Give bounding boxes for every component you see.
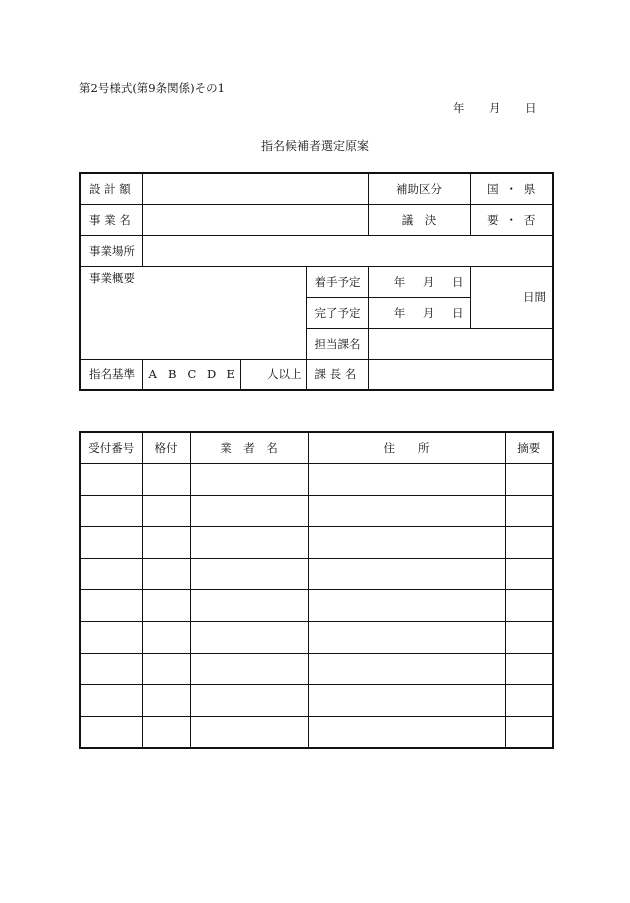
cell[interactable] xyxy=(142,622,190,654)
day-unit: 日 xyxy=(452,274,464,289)
cell[interactable] xyxy=(190,527,308,559)
start-scheduled-label: 着手予定 xyxy=(306,266,368,297)
table-row xyxy=(80,653,553,685)
year-unit: 年 xyxy=(393,305,406,320)
cell[interactable] xyxy=(142,685,190,717)
cell[interactable] xyxy=(190,622,308,654)
cell[interactable] xyxy=(80,653,142,685)
cell[interactable] xyxy=(308,527,505,559)
date-month: 月 xyxy=(489,101,501,115)
cell[interactable] xyxy=(142,716,190,748)
cell[interactable] xyxy=(308,464,505,496)
separator-dot: ・ xyxy=(505,212,518,227)
cell[interactable] xyxy=(308,716,505,748)
nomination-form-table xyxy=(79,172,554,391)
subsidy-national: 国 xyxy=(487,181,499,196)
cell[interactable] xyxy=(505,716,553,748)
cell[interactable] xyxy=(505,622,553,654)
cell[interactable] xyxy=(80,716,142,748)
cell[interactable] xyxy=(142,464,190,496)
duration-field[interactable] xyxy=(470,266,553,328)
form-number: 第2号様式(第9条関係)その1 xyxy=(79,81,225,95)
cell[interactable] xyxy=(505,464,553,496)
cell[interactable] xyxy=(308,653,505,685)
cell[interactable] xyxy=(308,558,505,590)
table-row xyxy=(80,495,553,527)
cell[interactable] xyxy=(142,495,190,527)
header-reception-number: 受付番号 xyxy=(80,432,142,464)
separator-dot: ・ xyxy=(505,181,518,196)
cell[interactable] xyxy=(190,685,308,717)
cell[interactable] xyxy=(80,558,142,590)
design-amount-field[interactable] xyxy=(142,173,368,204)
cell[interactable] xyxy=(505,590,553,622)
section-chief-field[interactable] xyxy=(368,359,553,390)
cell[interactable] xyxy=(80,464,142,496)
header-contractor-name: 業 者 名 xyxy=(190,432,308,464)
cell[interactable] xyxy=(80,495,142,527)
department-field[interactable] xyxy=(368,328,553,359)
header-remarks: 摘要 xyxy=(505,432,553,464)
table-row xyxy=(80,622,553,654)
cell[interactable] xyxy=(142,527,190,559)
grade-c: C xyxy=(187,367,197,382)
cell[interactable] xyxy=(80,590,142,622)
project-location-field[interactable] xyxy=(142,235,553,266)
cell[interactable] xyxy=(505,685,553,717)
table-row xyxy=(80,716,553,748)
cell[interactable] xyxy=(190,653,308,685)
project-name-label: 事 業 名 xyxy=(80,204,142,235)
table-row xyxy=(80,590,553,622)
date-year: 年 xyxy=(453,101,465,115)
table-row xyxy=(80,685,553,717)
decision-options[interactable] xyxy=(470,204,553,235)
project-location-label: 事業場所 xyxy=(80,235,142,266)
section-chief-label: 課 長 名 xyxy=(306,359,368,390)
cell[interactable] xyxy=(80,527,142,559)
cell[interactable] xyxy=(80,685,142,717)
design-amount-label: 設 計 額 xyxy=(80,173,142,204)
days-label: 日間 xyxy=(523,290,547,304)
list-header-row xyxy=(80,432,553,464)
month-unit: 月 xyxy=(422,305,435,320)
table-row xyxy=(80,464,553,496)
table-row xyxy=(80,558,553,590)
grade-a: A xyxy=(148,367,157,382)
grade-b: B xyxy=(168,367,177,382)
cell[interactable] xyxy=(80,622,142,654)
cell[interactable] xyxy=(190,590,308,622)
nomination-criteria-label: 指名基準 xyxy=(80,359,142,390)
cell[interactable] xyxy=(505,653,553,685)
completion-date-field[interactable] xyxy=(368,297,470,328)
decision-required: 要 xyxy=(487,212,499,227)
subsidy-category-label: 補助区分 xyxy=(368,173,470,204)
document-title: 指名候補者選定原案 xyxy=(260,139,369,153)
decision-not-required: 否 xyxy=(523,212,536,227)
contractor-list-table xyxy=(79,431,554,749)
day-unit: 日 xyxy=(452,305,464,320)
header-address: 住 所 xyxy=(308,432,505,464)
subsidy-options[interactable] xyxy=(470,173,553,204)
council-decision-label: 議 決 xyxy=(368,204,470,235)
cell[interactable] xyxy=(308,685,505,717)
grade-d: D xyxy=(207,367,217,382)
cell[interactable] xyxy=(142,653,190,685)
start-date-field[interactable] xyxy=(368,266,470,297)
cell[interactable] xyxy=(308,495,505,527)
date-day: 日 xyxy=(525,101,537,115)
completion-scheduled-label: 完了予定 xyxy=(306,297,368,328)
year-unit: 年 xyxy=(393,274,406,289)
grade-options[interactable] xyxy=(142,359,240,390)
cell[interactable] xyxy=(190,558,308,590)
cell[interactable] xyxy=(505,558,553,590)
persons-field[interactable] xyxy=(240,359,306,390)
cell[interactable] xyxy=(308,622,505,654)
cell[interactable] xyxy=(190,464,308,496)
grade-e: E xyxy=(226,367,235,382)
cell[interactable] xyxy=(505,527,553,559)
cell[interactable] xyxy=(142,590,190,622)
cell[interactable] xyxy=(308,590,505,622)
project-overview-label: 事業概要 xyxy=(89,270,135,285)
cell[interactable] xyxy=(190,716,308,748)
project-overview-cell[interactable] xyxy=(80,266,306,359)
cell[interactable] xyxy=(505,495,553,527)
header-rating: 格付 xyxy=(142,432,190,464)
table-row xyxy=(80,527,553,559)
month-unit: 月 xyxy=(422,274,435,289)
cell[interactable] xyxy=(142,558,190,590)
project-name-field[interactable] xyxy=(142,204,368,235)
subsidy-prefecture: 県 xyxy=(523,181,536,196)
cell[interactable] xyxy=(190,495,308,527)
department-label: 担当課名 xyxy=(306,328,368,359)
persons-or-more-label: 人以上 xyxy=(267,367,302,382)
